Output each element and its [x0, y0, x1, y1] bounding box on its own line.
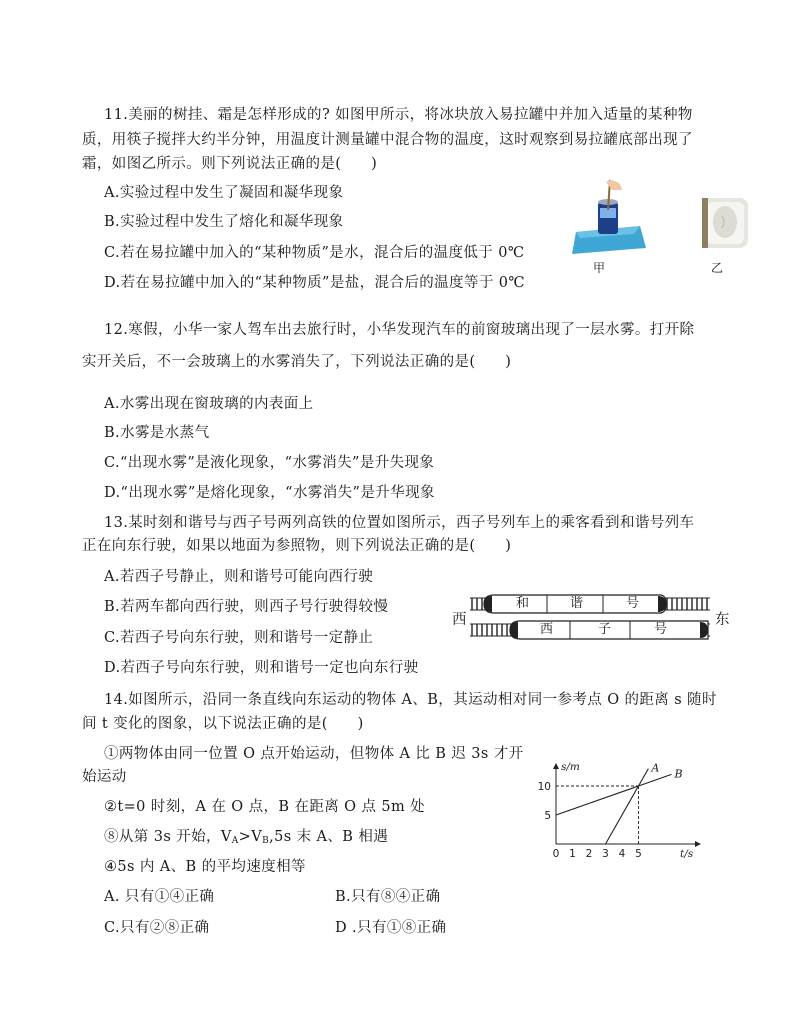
train-hexie-char-2: 谐: [570, 596, 584, 611]
train-xizi-char-2: 子: [598, 622, 612, 637]
series-label-a: A: [651, 761, 660, 775]
x-axis-label: t/s: [680, 848, 694, 860]
y-tick-label: 5: [544, 810, 551, 822]
x-tick-label: 3: [602, 848, 609, 860]
q14-option-a: A. 只有①④正确: [104, 889, 215, 905]
x-tick-label: 0: [552, 848, 560, 860]
q14-statement-4: ④5s 内 A、B 的平均速度相等: [104, 859, 306, 875]
q13-trains-figure: [470, 592, 710, 644]
q12-stem-line2: 实开关后，不一会玻璃上的水雾消失了，下列说法正确的是( ): [82, 354, 512, 370]
q12-option-d: D.“出现水雾”是熔化现象，“水雾消失”是升华现象: [104, 485, 435, 501]
q14-statement-1-line2: 始运动: [82, 769, 127, 785]
series-line-b: [556, 774, 672, 815]
q13-option-d: D.若西子号向东行驶，则和谐号一定也向东行驶: [104, 660, 419, 676]
series-line-a: [606, 769, 649, 844]
q12-stem-line1: 12.寒假，小华一家人驾车出去旅行时，小华发现汽车的前窗玻璃出现了一层水雾。打开除: [104, 322, 695, 338]
q14-option-d: D .只有①⑧正确: [335, 920, 447, 936]
q14-stem-line2: 间 t 变化的图象，以下说法正确的是( ): [82, 716, 364, 732]
q12-option-a: A.水雾出现在窗玻璃的内表面上: [104, 396, 314, 412]
q14-statement-3: [104, 827, 388, 851]
q14-statement-2: ②t=0 时刻，A 在 O 点，B 在距离 O 点 5m 处: [104, 799, 426, 815]
q12-option-b: B.水雾是水蒸气: [104, 425, 210, 441]
x-tick-label: 2: [585, 848, 593, 860]
q14-option-c: C.只有②⑧正确: [104, 920, 210, 936]
q11-figure-jia: [570, 176, 650, 256]
q14-statement-3-c: ,5s 末 A、B 相遇: [269, 829, 389, 845]
q11-stem-line2: 质，用筷子搅拌大约半分钟，用温度计测量罐中混合物的温度，这时观察到易拉罐底部出现了: [82, 132, 693, 148]
q14-st-chart: [530, 758, 710, 868]
train-xizi-char-1: 西: [540, 622, 554, 637]
q14-statement-3-a: ⑧从第 3s 开始，V: [104, 829, 232, 845]
q11-figure-yi: [700, 196, 750, 252]
q13-option-c: C.若西子号向东行驶，则和谐号一定静止: [104, 630, 374, 646]
q12-option-c: C.“出现水雾”是液化现象，“水雾消失”是升失现象: [104, 455, 435, 471]
train-hexie-char-3: 号: [626, 596, 640, 611]
q14-statement-1-line1: ①两物体由同一位置 O 点开始运动，但物体 A 比 B 迟 3s 才开: [104, 746, 524, 762]
q13-option-b: B.若两车都向西行驶，则西子号行驶得较慢: [104, 599, 389, 615]
q13-stem-line1: 13.某时刻和谐号与西子号两列高铁的位置如图所示，西子号列车上的乘客看到和谐号列车: [104, 515, 695, 531]
q11-option-d: D.若在易拉罐中加入的“某种物质”是盐，混合后的温度等于 0℃: [104, 275, 525, 291]
q11-stem-line1: 11.美丽的树挂、霜是怎样形成的? 如图甲所示，将冰块放入易拉罐中并加入适量的某种物: [104, 107, 693, 123]
y-axis-label: s/m: [561, 761, 580, 773]
q13-stem-line2: 正在向东行驶，如果以地面为参照物，则下列说法正确的是( ): [82, 538, 512, 554]
direction-west-label: 西: [452, 612, 467, 628]
q14-statement-3-sub-b: B: [262, 836, 270, 846]
q11-figure-jia-label: 甲: [593, 261, 606, 275]
q14-statement-3-sub-a: A: [231, 836, 239, 846]
direction-east-label: 东: [715, 612, 730, 628]
y-tick-label: 10: [537, 781, 551, 793]
series-label-b: B: [674, 767, 683, 781]
q11-option-a: A.实验过程中发生了凝固和凝华现象: [104, 185, 344, 201]
q11-stem-line3: 霜，如图乙所示。则下列说法正确的是( ): [82, 156, 378, 172]
q11-option-b: B.实验过程中发生了熔化和凝华现象: [104, 214, 344, 230]
train-hexie-char-1: 和: [516, 596, 530, 611]
q14-stem-line1: 14.如图所示，沿同一条直线向东运动的物体 A、B，其运动相对同一参考点 O 的距离 s 随时: [104, 692, 717, 708]
q11-figure-yi-label: 乙: [711, 261, 724, 275]
x-tick-label: 4: [618, 848, 626, 860]
q14-option-b: B.只有⑧④正确: [335, 889, 441, 905]
q13-option-a: A.若西子号静止，则和谐号可能向西行驶: [104, 569, 374, 585]
train-xizi-char-3: 号: [654, 622, 668, 637]
x-tick-label: 5: [635, 848, 642, 860]
q14-statement-3-b: >V: [238, 829, 263, 845]
q11-option-c: C.若在易拉罐中加入的“某种物质”是水，混合后的温度低于 0℃: [104, 245, 525, 261]
x-tick-label: 1: [569, 848, 576, 860]
